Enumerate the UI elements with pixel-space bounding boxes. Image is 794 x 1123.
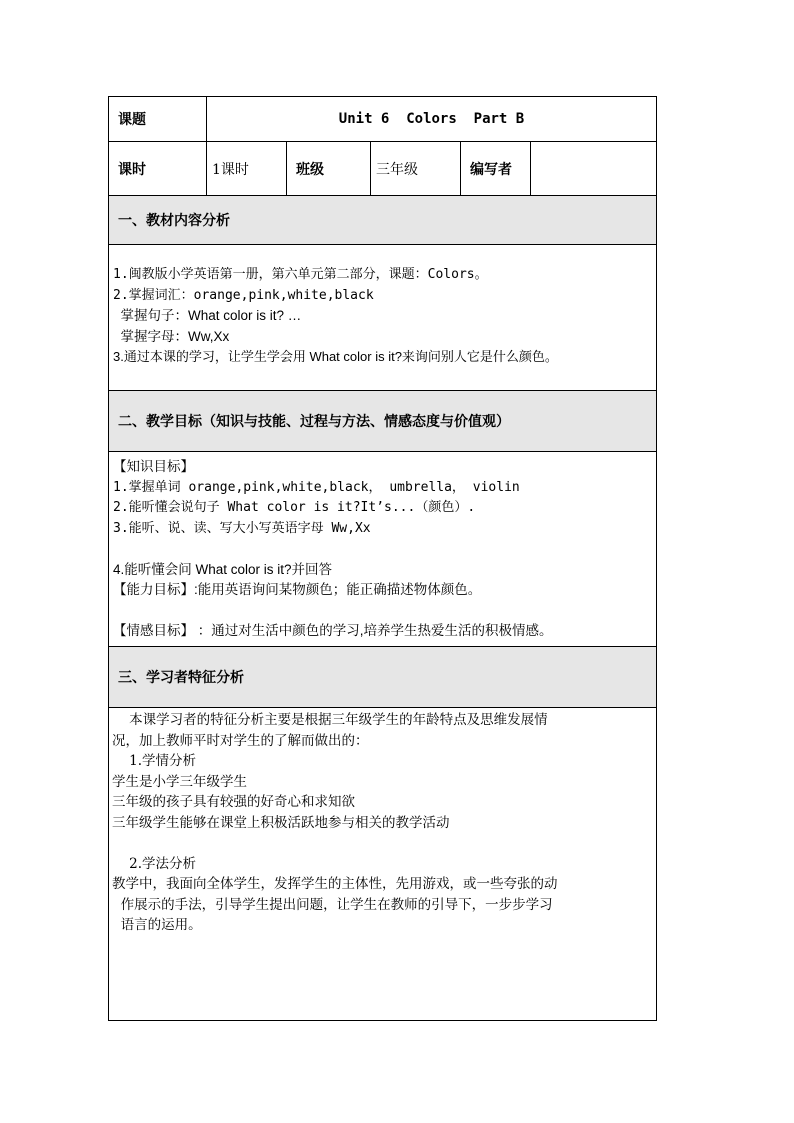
class-label: 班级 — [287, 142, 371, 195]
section2-line: 【能力目标】:能用英语询问某物颜色；能正确描述物体颜色。 — [113, 582, 482, 597]
section1-heading: 一、教材内容分析 — [118, 213, 230, 229]
section3-line: 况，加上教师平时对学生的了解而做出的： — [112, 732, 369, 749]
section2-heading-row — [109, 391, 656, 452]
section3-line: 语言的运用。 — [112, 917, 202, 933]
section1-line: 掌握字母：Ww,Xx — [113, 328, 230, 344]
period-value: 1课时 — [207, 142, 287, 195]
section3-body — [109, 708, 656, 1020]
section1-body — [109, 245, 656, 391]
info-row — [109, 142, 656, 196]
author-value — [531, 142, 656, 195]
section3-line: 本课学习者的特征分析主要是根据三年级学生的年龄特点及思维发展情 — [112, 712, 548, 728]
section1-line: 3.通过本课的学习，让学生学会用 What color is it?来询问别人它是什么颜色。 — [113, 349, 558, 364]
section3-lines — [112, 710, 652, 936]
topic-value: Unit 6 Colors Part B — [338, 111, 525, 127]
section3-line: 三年级学生能够在课堂上积极活跃地参与相关的教学活动 — [112, 814, 450, 831]
section1-lines — [113, 265, 652, 368]
section2-line: 1.掌握单词 orange,pink,white,black， umbrella， violin — [113, 479, 520, 495]
section3-heading-row — [109, 647, 656, 708]
section3-line: 三年级的孩子具有较强的好奇心和求知欲 — [112, 794, 355, 810]
section2-line: 【情感目标】 ：通过对生活中颜色的学习,培养学生热爱生活的积极情感。 — [113, 623, 553, 638]
topic-row — [109, 97, 656, 142]
lesson-plan-table — [108, 96, 657, 1021]
section1-line: 掌握句子：What color is it? … — [113, 308, 302, 323]
section2-line: 4.能听懂会问 What color is it?并回答 — [113, 561, 333, 577]
section3-line: 2.学法分析 — [112, 855, 197, 872]
section1-heading-row — [109, 196, 656, 245]
section2-body — [109, 452, 656, 647]
section2-line — [113, 539, 652, 560]
section3-line: 作展示的手法，引导学生提出问题，让学生在教师的引导下，一步步学习 — [112, 896, 553, 913]
section2-line: 3.能听、说、读、写大小写英语字母 Ww,Xx — [113, 520, 371, 536]
section3-line: 1.学情分析 — [112, 753, 197, 769]
section2-line: 【知识目标】 — [113, 459, 194, 475]
section2-line: 2.能听懂会说句子 What color is it?It’s...（颜色）. — [113, 500, 476, 515]
author-label: 编写者 — [461, 142, 531, 195]
section3-line: 教学中，我面向全体学生，发挥学生的主体性，先用游戏，或一些夸张的动 — [112, 876, 558, 892]
period-label: 课时 — [109, 142, 207, 195]
section3-heading: 三、学习者特征分析 — [118, 670, 244, 686]
class-value: 三年级 — [371, 142, 461, 195]
section1-line: 1.闽教版小学英语第一册，第六单元第二部分，课题：Colors。 — [113, 267, 488, 282]
section2-line — [113, 601, 652, 622]
section2-heading: 二、教学目标（知识与技能、过程与方法、情感态度与价值观） — [118, 414, 510, 430]
section1-line: 2.掌握词汇：orange,pink,white,black — [113, 287, 374, 303]
topic-label: 课题 — [109, 97, 207, 141]
section3-line: 学生是小学三年级学生 — [112, 773, 247, 790]
section3-line — [112, 833, 652, 854]
section2-lines — [113, 457, 652, 642]
